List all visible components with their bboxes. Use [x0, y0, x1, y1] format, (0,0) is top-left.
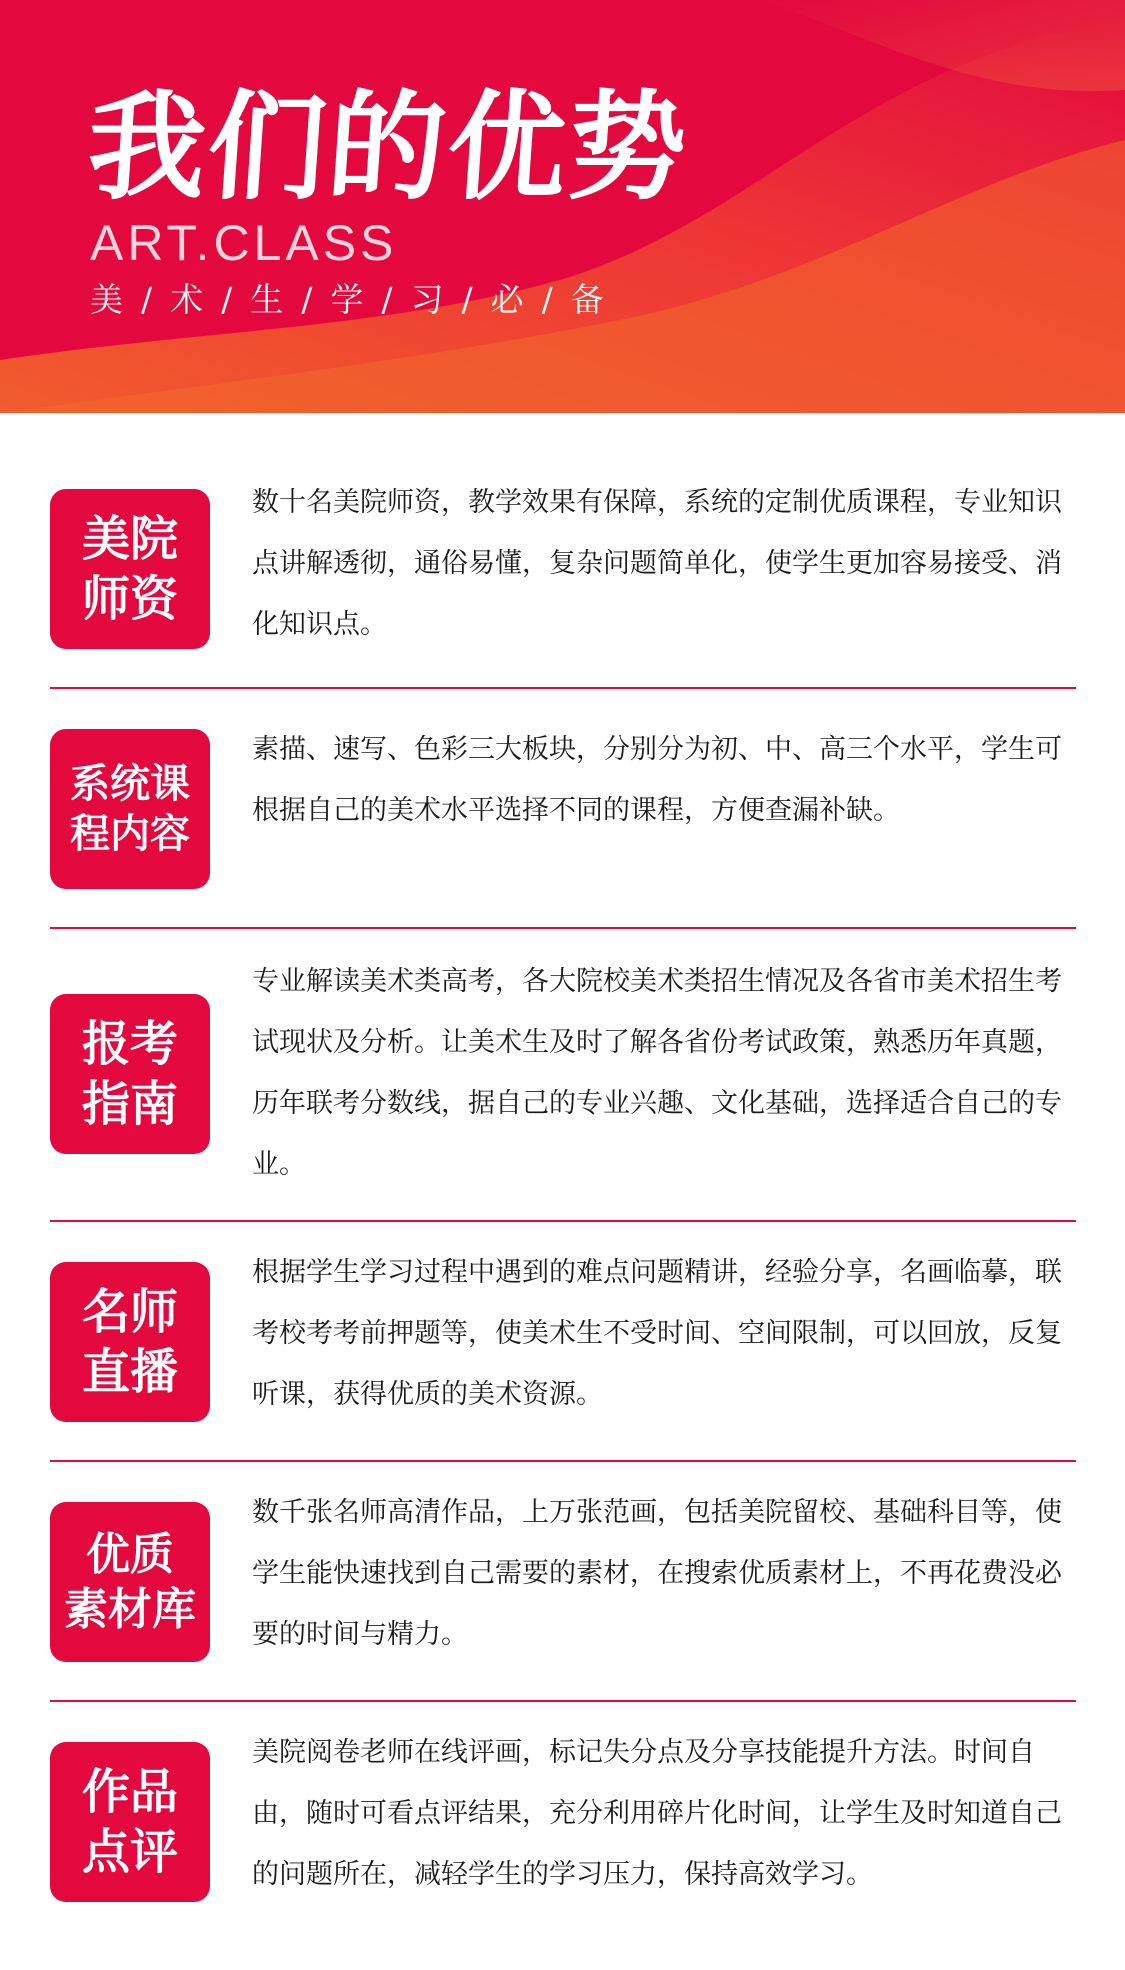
badge-line: 作品	[81, 1764, 178, 1820]
badge-line: 美院	[81, 511, 178, 567]
tagline-separator: /	[141, 280, 153, 319]
advantage-badge	[50, 1742, 210, 1902]
badge-line: 师资	[81, 571, 178, 627]
badge-line: 直播	[81, 1344, 178, 1400]
advantage-description: 素描、速写、色彩三大板块，分别分为初、中、高三个水平，学生可根据自己的美术水平选择不同的课程，方便查漏补缺。	[252, 734, 1062, 826]
hero-banner	[0, 0, 1125, 413]
tagline-char: 必	[490, 280, 524, 319]
badge-line: 系统课	[70, 761, 190, 807]
advantage-description: 美院阅卷老师在线评画，标记失分点及分享技能提升方法。时间自由，随时可看点评结果，充分利用碎片化时间，让学生及时知道自己的问题所在，减轻学生的学习压力，保持高效学习。	[252, 1737, 1062, 1890]
advantage-description: 数十名美院师资，教学效果有保障，系统的定制优质课程，专业知识点讲解透彻，通俗易懂，复杂问题简单化，使学生更加容易接受、消化知识点。	[252, 487, 1062, 640]
tagline-separator: /	[301, 280, 313, 319]
advantage-badge	[50, 729, 210, 889]
tagline-separator: /	[381, 280, 393, 319]
advantage-description: 根据学生学习过程中遇到的难点问题精讲，经验分享，名画临摹，联考校考考前押题等，使美术生不受时间、空间限制，可以回放，反复听课，获得优质的美术资源。	[252, 1257, 1062, 1410]
badge-line: 指南	[81, 1076, 178, 1132]
badge-line: 优质	[86, 1529, 174, 1580]
hero-title: 我们的优势	[83, 78, 693, 216]
advantage-item	[50, 452, 1076, 689]
advantages-list	[50, 452, 1076, 1942]
advantage-item	[50, 1462, 1076, 1702]
badge-line: 点评	[81, 1824, 178, 1880]
advantage-badge	[50, 1502, 210, 1662]
advantage-item	[50, 1222, 1076, 1462]
advantage-item	[50, 929, 1076, 1222]
tagline-separator: /	[541, 280, 553, 319]
advantage-badge	[50, 489, 210, 649]
tagline-separator: /	[461, 280, 473, 319]
tagline-char: 学	[330, 280, 364, 319]
advantage-badge	[50, 1262, 210, 1422]
badge-line: 报考	[81, 1016, 178, 1072]
badge-line: 程内容	[70, 811, 190, 857]
advantage-badge	[50, 994, 210, 1154]
tagline-char: 生	[250, 280, 284, 319]
tagline-char: 术	[170, 280, 204, 319]
badge-line: 素材库	[64, 1584, 196, 1635]
badge-line: 名师	[81, 1284, 178, 1340]
advantage-item	[50, 1702, 1076, 1942]
advantage-description: 数千张名师高清作品，上万张范画，包括美院留校、基础科目等，使学生能快速找到自己需要的素材，在搜索优质素材上，不再花费没必要的时间与精力。	[252, 1497, 1062, 1650]
tagline-char: 美	[90, 280, 123, 319]
tagline-char: 习	[410, 280, 444, 319]
advantage-item	[50, 689, 1076, 929]
advantage-description: 专业解读美术类高考，各大院校美术类招生情况及各省市美术招生考试现状及分析。让美术生及时了解各省份考试政策，熟悉历年真题，历年联考分数线，据自己的专业兴趣、文化基础，选择适合自己的专业。	[252, 966, 1062, 1180]
tagline-separator: /	[221, 280, 233, 319]
hero-tagline	[90, 280, 622, 319]
tagline-char: 备	[570, 280, 604, 319]
hero-subtitle: ART.CLASS	[90, 215, 398, 271]
